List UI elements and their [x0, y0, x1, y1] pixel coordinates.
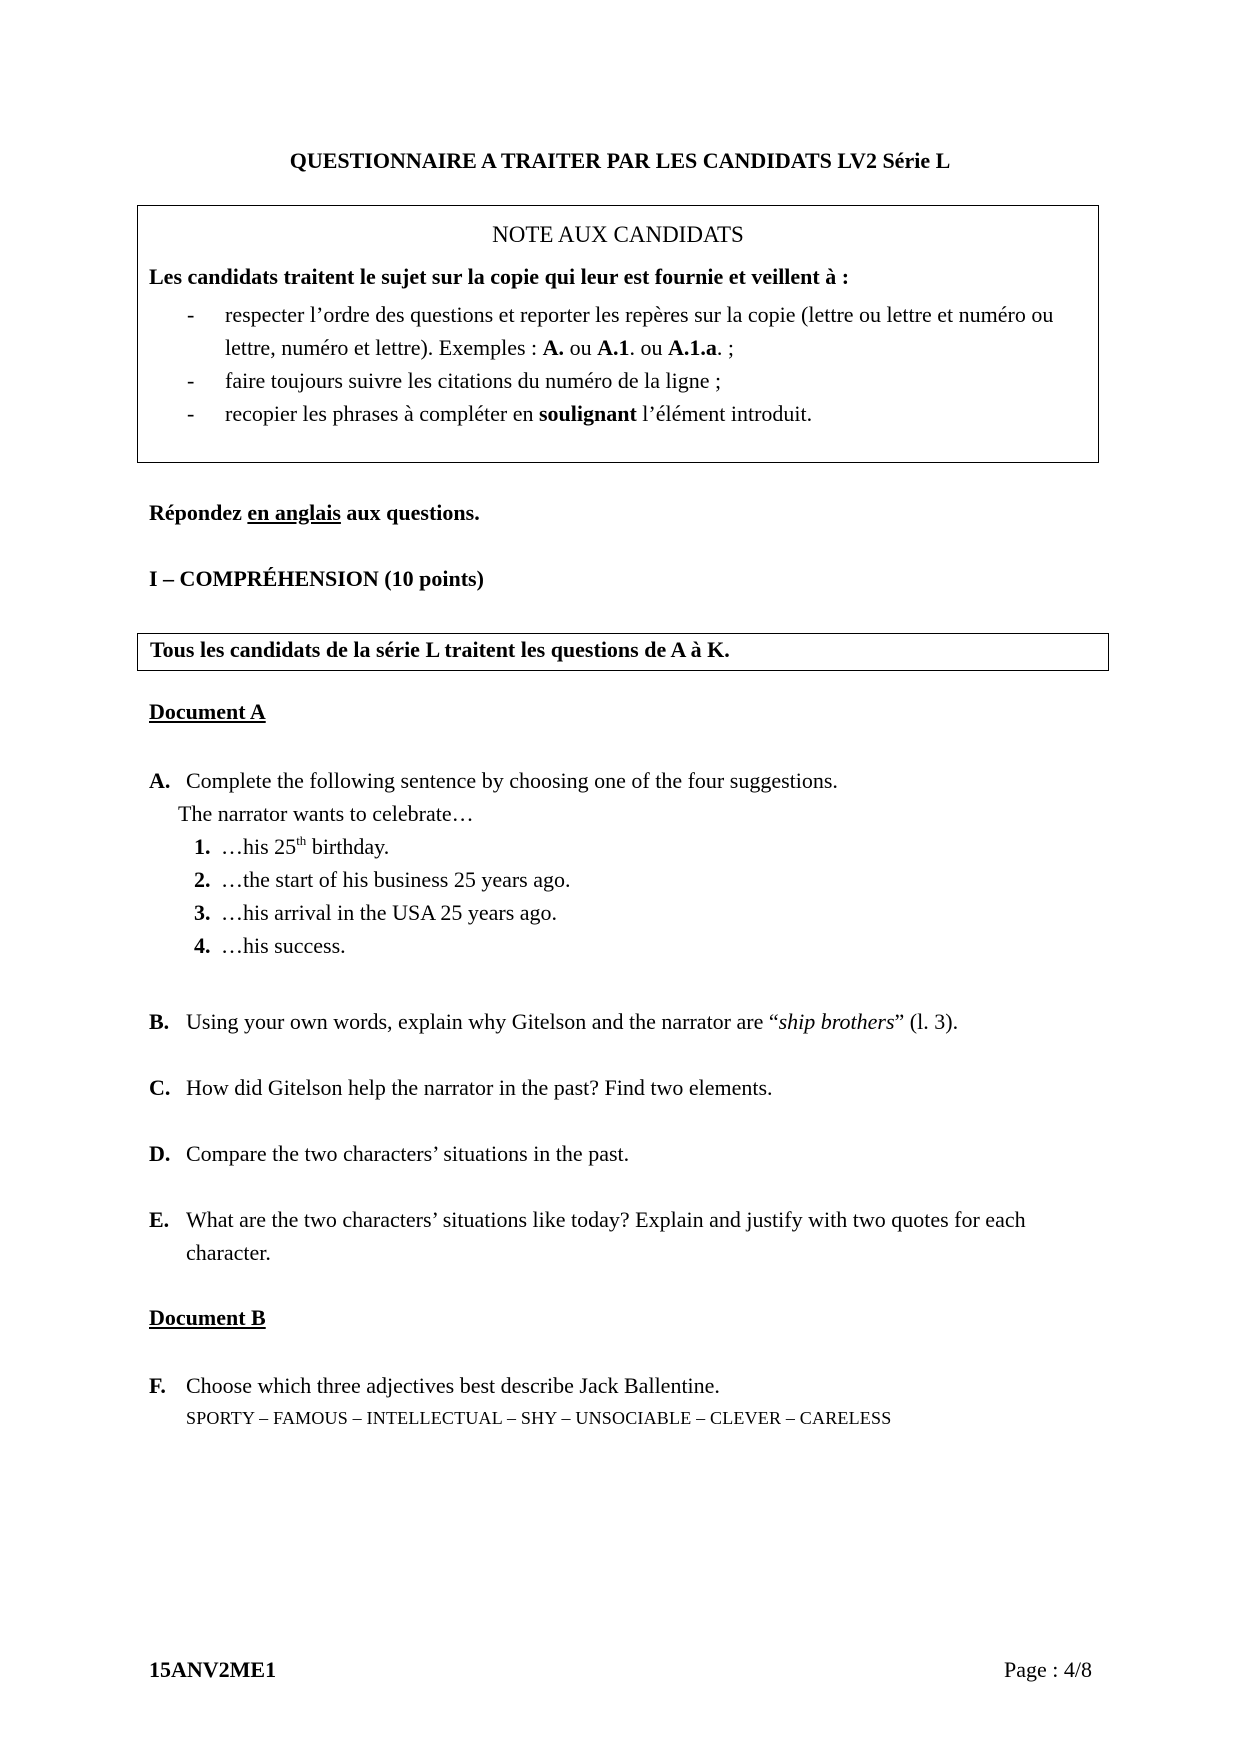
question-letter: A.: [149, 768, 171, 793]
question-c: C. How did Gitelson help the narrator in the past? Find two elements.: [149, 1075, 773, 1100]
page-title: QUESTIONNAIRE A TRAITER PAR LES CANDIDATS LV2 Série L: [289, 148, 951, 173]
instruction-box: Tous les candidats de la série L traitent les questions de A à K.: [137, 633, 1109, 671]
note-item: - recopier les phrases à compléter en soulignant l’élément introduit.: [187, 401, 813, 426]
adjective-list: SPORTY – FAMOUS – INTELLECTUAL – SHY – UNSOCIABLE – CLEVER – CARELESS: [186, 1408, 892, 1428]
document-code: 15ANV2ME1: [149, 1657, 277, 1682]
document-b-heading: Document B: [149, 1305, 266, 1330]
section-title: I – COMPRÉHENSION (10 points): [149, 566, 484, 591]
note-title: NOTE AUX CANDIDATS: [492, 222, 744, 247]
page-number: Page : 4/8: [1004, 1657, 1092, 1682]
option: 1. …his 25th birthday.: [194, 833, 390, 859]
note-item: - faire toujours suivre les citations du numéro de la ligne ;: [187, 368, 722, 393]
option: 3. …his arrival in the USA 25 years ago.: [194, 900, 558, 925]
question-b: B. Using your own words, explain why Gitelson and the narrator are “ship brothers” (l. 3).: [149, 1009, 959, 1034]
question-d: D. Compare the two characters’ situations in the past.: [149, 1141, 630, 1166]
question-e: E. What are the two characters’ situations like today? Explain and justify with two quotes for each character.: [149, 1207, 1026, 1265]
question-f: F. Choose which three adjectives best describe Jack Ballentine. SPORTY – FAMOUS – INTELLECTUAL – SHY – UNSOCIABLE – CLEVER – CARELESS: [149, 1369, 1109, 1435]
instruction: Répondez en anglais aux questions.: [149, 500, 480, 525]
note-item: - respecter l’ordre des questions et reporter les repères sur la copie (lettre ou lettre et numéro ou lettre, numéro et lettre). Exemples : A. ou A.1. ou A.1.a. ;: [187, 302, 1054, 360]
question-stem: The narrator wants to celebrate…: [178, 801, 474, 826]
document-a-heading: Document A: [149, 699, 266, 724]
question-a: A. Complete the following sentence by choosing one of the four suggestions. The narrator wants to celebrate… 1. …his 25th birthday. 2. …the start of his business 25 years ago. 3. …his arrival in the USA 25 years ago. 4. …his success.: [149, 764, 1109, 962]
option: 2. …the start of his business 25 years ago.: [194, 867, 571, 892]
note-intro: Les candidats traitent le sujet sur la copie qui leur est fournie et veillent à :: [149, 264, 850, 289]
note-box: [137, 205, 1099, 463]
option: 4. …his success.: [194, 933, 346, 958]
note-list: [138, 298, 1098, 430]
